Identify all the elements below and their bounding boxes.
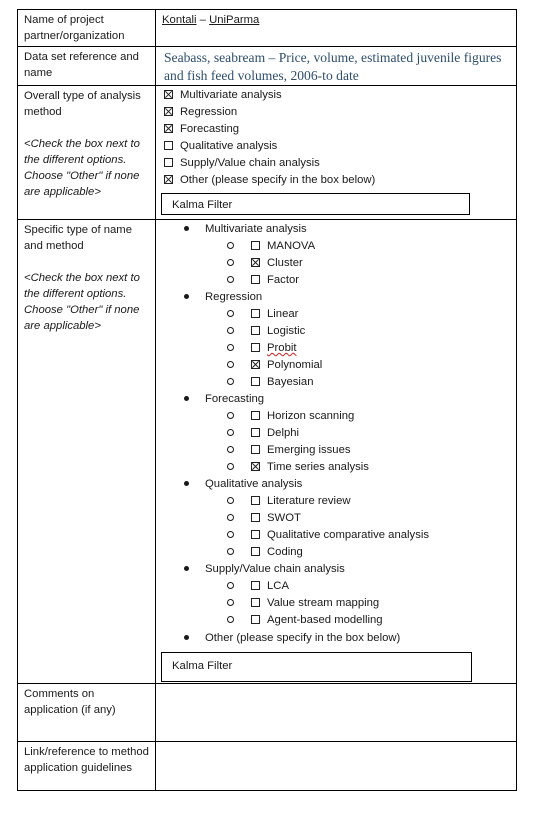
- checkbox-icon[interactable]: [251, 377, 260, 386]
- specific-other-input[interactable]: Kalma Filter: [161, 652, 472, 682]
- circle-bullet-icon: [227, 497, 234, 504]
- method-group-label: Qualitative analysis: [205, 478, 303, 490]
- circle-bullet-icon: [227, 242, 234, 249]
- method-option-label: Polynomial: [267, 359, 323, 371]
- method-group-label: Multivariate analysis: [205, 223, 307, 235]
- method-option-label: Time series analysis: [267, 461, 369, 473]
- checkbox-icon[interactable]: [164, 158, 173, 167]
- value-overall: [156, 86, 517, 220]
- row-comments: [18, 684, 517, 742]
- method-option[interactable]: [156, 238, 516, 255]
- checkbox-icon[interactable]: [251, 411, 260, 420]
- row-project: [18, 10, 517, 47]
- overall-option[interactable]: [164, 172, 516, 189]
- method-option[interactable]: [156, 459, 516, 476]
- checkbox-icon[interactable]: [251, 241, 260, 250]
- method-group: [156, 289, 516, 306]
- checkbox-icon[interactable]: [164, 107, 173, 116]
- overall-other-input[interactable]: Kalma Filter: [161, 193, 470, 215]
- method-option[interactable]: [156, 408, 516, 425]
- circle-bullet-icon: [227, 344, 234, 351]
- overall-options: [156, 86, 516, 189]
- method-option-label: Bayesian: [267, 376, 314, 388]
- circle-bullet-icon: [227, 412, 234, 419]
- method-option-label: Coding: [267, 546, 303, 558]
- method-option-label: Value stream mapping: [267, 597, 380, 609]
- overall-option-label: Regression: [180, 106, 238, 118]
- circle-bullet-icon: [227, 582, 234, 589]
- row-specific: [18, 220, 517, 684]
- value-specific: [156, 220, 517, 684]
- overall-option-label: Other (please specify in the box below): [180, 174, 376, 186]
- value-project: [156, 10, 517, 47]
- bullet-icon: [184, 396, 189, 401]
- method-option-label: LCA: [267, 580, 289, 592]
- circle-bullet-icon: [227, 548, 234, 555]
- bullet-icon: [184, 226, 189, 231]
- method-form-table: [17, 9, 517, 791]
- method-option-label: Cluster: [267, 257, 303, 269]
- method-group: [156, 221, 516, 238]
- label-link: Link/reference to method application guidelines: [18, 742, 156, 791]
- method-option[interactable]: [156, 374, 516, 391]
- method-option[interactable]: [156, 510, 516, 527]
- method-option-label: Delphi: [267, 427, 300, 439]
- checkbox-icon[interactable]: [251, 513, 260, 522]
- circle-bullet-icon: [227, 514, 234, 521]
- label-dataset: Data set reference and name: [18, 47, 156, 86]
- circle-bullet-icon: [227, 446, 234, 453]
- note-specific: <Check the box next to the different options. Choose "Other" if none are applicable>: [24, 272, 140, 332]
- method-option-label: Factor: [267, 274, 300, 286]
- method-option-label: Literature review: [267, 495, 351, 507]
- method-option[interactable]: [156, 493, 516, 510]
- checkbox-icon[interactable]: [251, 496, 260, 505]
- checkbox-icon[interactable]: [251, 547, 260, 556]
- bullet-icon: [184, 294, 189, 299]
- bullet-icon: [184, 635, 189, 640]
- method-option[interactable]: [156, 340, 516, 357]
- method-option[interactable]: [156, 255, 516, 272]
- label-overall: Overall type of analysis method: [24, 90, 141, 118]
- label-comments: Comments on application (if any): [18, 684, 156, 742]
- method-option[interactable]: [156, 306, 516, 323]
- method-group-label: Supply/Value chain analysis: [205, 563, 345, 575]
- overall-option[interactable]: [164, 87, 516, 104]
- method-option[interactable]: [156, 527, 516, 544]
- project-name-uniparma: UniParma: [209, 14, 260, 26]
- checkbox-icon[interactable]: [164, 90, 173, 99]
- dataset-name: Seabass, seabream – Price, volume, estimated juvenile figures and fish feed volumes, 2006-to date: [164, 50, 502, 83]
- value-comments[interactable]: [156, 684, 517, 742]
- overall-option[interactable]: [164, 138, 516, 155]
- checkbox-icon[interactable]: [164, 175, 173, 184]
- method-group: [156, 476, 516, 493]
- checkbox-icon[interactable]: [251, 428, 260, 437]
- group-other-label: Other (please specify in the box below): [205, 632, 401, 644]
- overall-option-label: Supply/Value chain analysis: [180, 157, 320, 169]
- method-option-label: Logistic: [267, 325, 306, 337]
- method-option-label: Qualitative comparative analysis: [267, 529, 429, 541]
- bullet-icon: [184, 481, 189, 486]
- project-name-kontali: Kontali: [162, 14, 197, 26]
- method-option[interactable]: [156, 357, 516, 374]
- method-group-label: Forecasting: [205, 393, 265, 405]
- label-overall-cell: [18, 86, 156, 220]
- circle-bullet-icon: [227, 599, 234, 606]
- method-option-label: Linear: [267, 308, 299, 320]
- method-option[interactable]: [156, 595, 516, 612]
- checkbox-icon[interactable]: [251, 445, 260, 454]
- overall-option[interactable]: [164, 155, 516, 172]
- note-overall: <Check the box next to the different options. Choose "Other" if none are applicable>: [24, 138, 140, 198]
- checkbox-icon[interactable]: [251, 326, 260, 335]
- method-option[interactable]: [156, 425, 516, 442]
- circle-bullet-icon: [227, 276, 234, 283]
- method-option-label: Probit: [267, 342, 297, 354]
- group-other: [156, 630, 516, 647]
- bullet-icon: [184, 566, 189, 571]
- row-link: [18, 742, 517, 791]
- checkbox-icon[interactable]: [251, 360, 260, 369]
- method-option[interactable]: [156, 612, 516, 629]
- method-option-label: Emerging issues: [267, 444, 351, 456]
- value-link[interactable]: [156, 742, 517, 791]
- circle-bullet-icon: [227, 310, 234, 317]
- label-project: Name of project partner/organization: [18, 10, 156, 47]
- overall-option-label: Qualitative analysis: [180, 140, 278, 152]
- circle-bullet-icon: [227, 361, 234, 368]
- method-option[interactable]: [156, 323, 516, 340]
- row-dataset: [18, 47, 517, 86]
- method-option[interactable]: [156, 442, 516, 459]
- specific-options: [156, 220, 516, 629]
- checkbox-icon[interactable]: [251, 530, 260, 539]
- circle-bullet-icon: [227, 378, 234, 385]
- overall-option[interactable]: [164, 104, 516, 121]
- method-option-label: Agent-based modelling: [267, 614, 383, 626]
- method-group: [156, 561, 516, 578]
- checkbox-icon[interactable]: [251, 275, 260, 284]
- method-option-label: SWOT: [267, 512, 301, 524]
- checkbox-icon[interactable]: [251, 309, 260, 318]
- checkbox-icon[interactable]: [164, 124, 173, 133]
- checkbox-icon[interactable]: [251, 343, 260, 352]
- circle-bullet-icon: [227, 429, 234, 436]
- method-group-label: Regression: [205, 291, 263, 303]
- label-specific: Specific type of name and method: [24, 224, 133, 252]
- circle-bullet-icon: [227, 259, 234, 266]
- circle-bullet-icon: [227, 531, 234, 538]
- label-specific-cell: [18, 220, 156, 684]
- checkbox-icon[interactable]: [251, 462, 260, 471]
- checkbox-icon[interactable]: [251, 615, 260, 624]
- checkbox-icon[interactable]: [251, 258, 260, 267]
- method-option-label: MANOVA: [267, 240, 316, 252]
- method-group: [156, 391, 516, 408]
- circle-bullet-icon: [227, 463, 234, 470]
- overall-option[interactable]: [164, 121, 516, 138]
- checkbox-icon[interactable]: [251, 581, 260, 590]
- overall-option-label: Forecasting: [180, 123, 240, 135]
- value-dataset: [156, 47, 517, 86]
- circle-bullet-icon: [227, 616, 234, 623]
- checkbox-icon[interactable]: [251, 598, 260, 607]
- circle-bullet-icon: [227, 327, 234, 334]
- method-option[interactable]: [156, 578, 516, 595]
- checkbox-icon[interactable]: [164, 141, 173, 150]
- overall-option-label: Multivariate analysis: [180, 89, 282, 101]
- project-separator: –: [196, 14, 210, 26]
- method-option[interactable]: [156, 272, 516, 289]
- row-overall: [18, 86, 517, 220]
- method-option-label: Horizon scanning: [267, 410, 355, 422]
- method-option[interactable]: [156, 544, 516, 561]
